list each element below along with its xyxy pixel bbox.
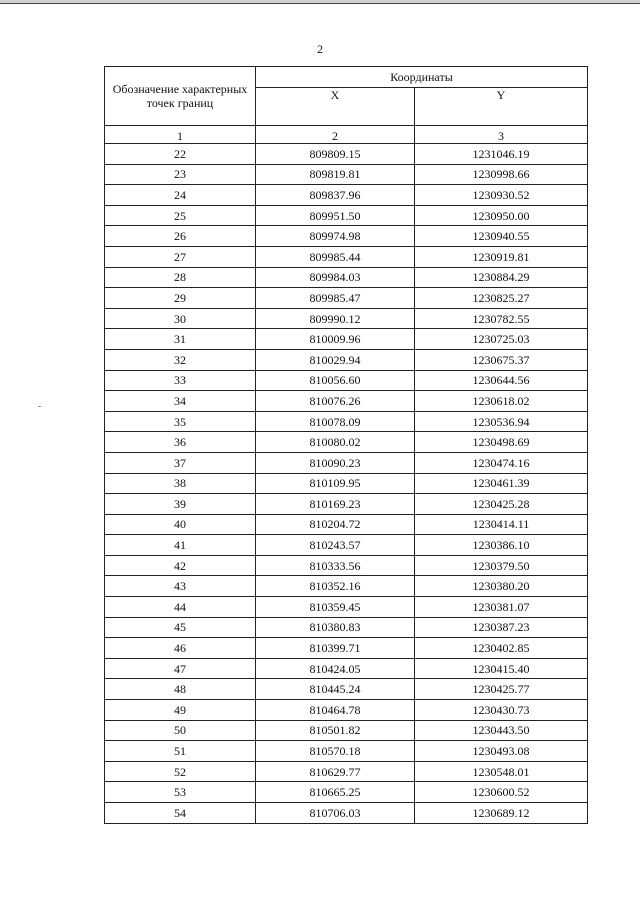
point-cell: 32 <box>105 349 256 370</box>
coordinates-table <box>104 66 588 824</box>
table-row <box>105 226 588 247</box>
point-cell: 38 <box>105 473 256 494</box>
column-number-1: 1 <box>105 126 256 144</box>
point-cell: 39 <box>105 494 256 515</box>
y-coordinate-cell: 1230430.73 <box>415 700 588 721</box>
point-cell: 50 <box>105 720 256 741</box>
y-coordinate-cell: 1230536.94 <box>415 411 588 432</box>
table-row <box>105 144 588 165</box>
point-cell: 54 <box>105 803 256 824</box>
x-coordinate-cell: 810333.56 <box>256 555 415 576</box>
x-coordinate-cell: 809974.98 <box>256 226 415 247</box>
x-coordinate-cell: 810090.23 <box>256 452 415 473</box>
table-row <box>105 597 588 618</box>
y-coordinate-cell: 1230548.01 <box>415 761 588 782</box>
table-row <box>105 741 588 762</box>
y-coordinate-cell: 1230600.52 <box>415 782 588 803</box>
x-coordinate-cell: 810501.82 <box>256 720 415 741</box>
y-coordinate-cell: 1230998.66 <box>415 164 588 185</box>
coords-group-header: Координаты <box>256 67 588 88</box>
x-coordinate-cell: 810076.26 <box>256 391 415 412</box>
x-coordinate-cell: 810009.96 <box>256 329 415 350</box>
point-cell: 52 <box>105 761 256 782</box>
y-coordinate-cell: 1230644.56 <box>415 370 588 391</box>
table-row <box>105 803 588 824</box>
y-coordinate-cell: 1230825.27 <box>415 288 588 309</box>
x-coordinate-cell: 809985.47 <box>256 288 415 309</box>
table-row <box>105 452 588 473</box>
x-coordinate-cell: 810445.24 <box>256 679 415 700</box>
table-row <box>105 411 588 432</box>
y-coordinate-cell: 1230461.39 <box>415 473 588 494</box>
point-cell: 51 <box>105 741 256 762</box>
margin-mark <box>38 406 41 407</box>
x-coordinate-cell: 810169.23 <box>256 494 415 515</box>
y-coordinate-cell: 1230493.08 <box>415 741 588 762</box>
point-cell: 29 <box>105 288 256 309</box>
table-row <box>105 329 588 350</box>
table-row <box>105 391 588 412</box>
table-row <box>105 535 588 556</box>
y-coordinate-cell: 1230919.81 <box>415 246 588 267</box>
point-cell: 31 <box>105 329 256 350</box>
x-coordinate-cell: 810399.71 <box>256 638 415 659</box>
y-coordinate-cell: 1230950.00 <box>415 205 588 226</box>
point-cell: 24 <box>105 185 256 206</box>
table-row <box>105 720 588 741</box>
table-row <box>105 185 588 206</box>
point-cell: 36 <box>105 432 256 453</box>
point-cell: 22 <box>105 144 256 165</box>
x-coordinate-cell: 809990.12 <box>256 308 415 329</box>
x-coordinate-cell: 810629.77 <box>256 761 415 782</box>
point-cell: 44 <box>105 597 256 618</box>
column-number-row <box>105 126 588 144</box>
point-cell: 45 <box>105 617 256 638</box>
x-column-header: X <box>256 88 415 126</box>
point-cell: 26 <box>105 226 256 247</box>
y-coordinate-cell: 1230675.37 <box>415 349 588 370</box>
point-cell: 33 <box>105 370 256 391</box>
x-coordinate-cell: 810424.05 <box>256 658 415 679</box>
y-coordinate-cell: 1230379.50 <box>415 555 588 576</box>
table-row <box>105 370 588 391</box>
point-cell: 25 <box>105 205 256 226</box>
point-cell: 41 <box>105 535 256 556</box>
table-row <box>105 761 588 782</box>
point-cell: 28 <box>105 267 256 288</box>
table-row <box>105 473 588 494</box>
x-coordinate-cell: 810464.78 <box>256 700 415 721</box>
table-row <box>105 246 588 267</box>
x-coordinate-cell: 810078.09 <box>256 411 415 432</box>
table-row <box>105 164 588 185</box>
x-coordinate-cell: 810109.95 <box>256 473 415 494</box>
y-coordinate-cell: 1230930.52 <box>415 185 588 206</box>
table-row <box>105 267 588 288</box>
point-label-header: Обозначение характерных точек границ <box>105 67 256 126</box>
y-coordinate-cell: 1230425.28 <box>415 494 588 515</box>
y-coordinate-cell: 1230415.40 <box>415 658 588 679</box>
x-coordinate-cell: 809984.03 <box>256 267 415 288</box>
point-cell: 40 <box>105 514 256 535</box>
y-coordinate-cell: 1230689.12 <box>415 803 588 824</box>
scan-top-line <box>0 3 640 4</box>
table-row <box>105 700 588 721</box>
point-cell: 53 <box>105 782 256 803</box>
table-row <box>105 349 588 370</box>
y-coordinate-cell: 1230425.77 <box>415 679 588 700</box>
y-coordinate-cell: 1230387.23 <box>415 617 588 638</box>
y-coordinate-cell: 1230386.10 <box>415 535 588 556</box>
y-coordinate-cell: 1230940.55 <box>415 226 588 247</box>
table-row <box>105 308 588 329</box>
point-cell: 42 <box>105 555 256 576</box>
y-coordinate-cell: 1230443.50 <box>415 720 588 741</box>
point-cell: 49 <box>105 700 256 721</box>
x-coordinate-cell: 809809.15 <box>256 144 415 165</box>
table-row <box>105 576 588 597</box>
x-coordinate-cell: 810243.57 <box>256 535 415 556</box>
point-cell: 27 <box>105 246 256 267</box>
point-cell: 47 <box>105 658 256 679</box>
x-coordinate-cell: 810570.18 <box>256 741 415 762</box>
point-cell: 30 <box>105 308 256 329</box>
x-coordinate-cell: 810352.16 <box>256 576 415 597</box>
x-coordinate-cell: 809985.44 <box>256 246 415 267</box>
x-coordinate-cell: 810359.45 <box>256 597 415 618</box>
x-coordinate-cell: 810204.72 <box>256 514 415 535</box>
page-number: 2 <box>317 42 323 56</box>
y-coordinate-cell: 1230381.07 <box>415 597 588 618</box>
column-number-3: 3 <box>415 126 588 144</box>
point-cell: 35 <box>105 411 256 432</box>
y-coordinate-cell: 1231046.19 <box>415 144 588 165</box>
x-coordinate-cell: 810380.83 <box>256 617 415 638</box>
point-cell: 23 <box>105 164 256 185</box>
y-coordinate-cell: 1230402.85 <box>415 638 588 659</box>
point-cell: 46 <box>105 638 256 659</box>
table-row <box>105 494 588 515</box>
table-row <box>105 555 588 576</box>
table-row <box>105 638 588 659</box>
table-row <box>105 288 588 309</box>
x-coordinate-cell: 810665.25 <box>256 782 415 803</box>
y-coordinate-cell: 1230474.16 <box>415 452 588 473</box>
x-coordinate-cell: 810056.60 <box>256 370 415 391</box>
x-coordinate-cell: 809819.81 <box>256 164 415 185</box>
y-column-header: Y <box>415 88 588 126</box>
point-cell: 37 <box>105 452 256 473</box>
point-cell: 43 <box>105 576 256 597</box>
table-row <box>105 679 588 700</box>
table-row <box>105 205 588 226</box>
x-coordinate-cell: 810080.02 <box>256 432 415 453</box>
table-row <box>105 514 588 535</box>
y-coordinate-cell: 1230884.29 <box>415 267 588 288</box>
table-row <box>105 432 588 453</box>
y-coordinate-cell: 1230380.20 <box>415 576 588 597</box>
point-cell: 48 <box>105 679 256 700</box>
point-cell: 34 <box>105 391 256 412</box>
table-row <box>105 617 588 638</box>
y-coordinate-cell: 1230725.03 <box>415 329 588 350</box>
y-coordinate-cell: 1230498.69 <box>415 432 588 453</box>
y-coordinate-cell: 1230782.55 <box>415 308 588 329</box>
x-coordinate-cell: 810029.94 <box>256 349 415 370</box>
x-coordinate-cell: 809951.50 <box>256 205 415 226</box>
table-header <box>105 67 588 144</box>
table-row <box>105 782 588 803</box>
table-body <box>105 144 588 824</box>
y-coordinate-cell: 1230618.02 <box>415 391 588 412</box>
table-row <box>105 658 588 679</box>
x-coordinate-cell: 809837.96 <box>256 185 415 206</box>
column-number-2: 2 <box>256 126 415 144</box>
y-coordinate-cell: 1230414.11 <box>415 514 588 535</box>
x-coordinate-cell: 810706.03 <box>256 803 415 824</box>
